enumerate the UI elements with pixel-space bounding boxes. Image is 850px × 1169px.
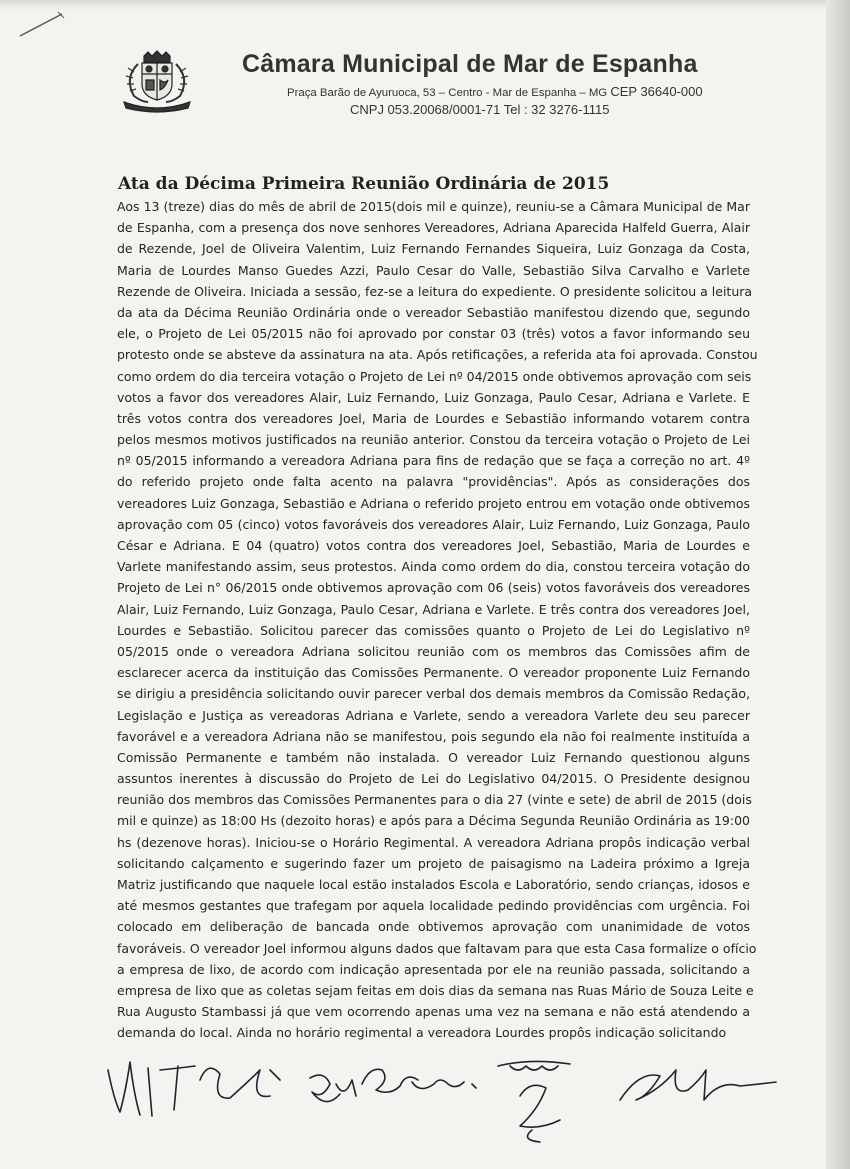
body-line: Matriz justificando que naquele local estão instalados Escola e Laboratório, sendo crianças, idosos e (117, 877, 750, 892)
body-line: Rezende de Oliveira. Iniciada a sessão, fez-se a leitura do expediente. O presidente solicitou a leitura (117, 283, 753, 299)
body-line: Maria de Lourdes Manso Guedes Azzi, Paulo Cesar do Valle, Sebastião Silva Carvalho e Varlete (117, 262, 750, 278)
body-line: Rua Augusto Stambassi já que vem ocorrendo apenas uma vez na semana e não está atendendo a (117, 1004, 750, 1020)
body-line: Aos 13 (treze) dias do mês de abril de 2015(dois mil e quinze), reuniu-se a Câmara Municipal de Mar (117, 199, 750, 214)
address-text: Praça Barão de Ayuruoca, 53 – Centro - Mar de Espanha – MG (287, 87, 608, 99)
body-line: aprovação com 05 (cinco) votos favoráveis dos vereadores Alair, Luiz Fernando, Luiz Gonzaga, Paulo (117, 516, 750, 532)
header-cnpj-phone: CNPJ 053.20068/0001-71 Tel : 32 3276-1115 (350, 102, 610, 117)
body-line: hs (dezenove horas). Iniciou-se o Horário Regimental. A vereadora Adriana propôs indicação verbal (117, 834, 750, 850)
body-line: demanda do local. Ainda no horário regimental a vereadora Lourdes propôs indicação solicitando (117, 1025, 727, 1041)
body-line: assuntos inerentes à discussão do Projeto de Lei do Legislativo 04/2015. O Presidente designou (117, 771, 750, 787)
body-line: Legislação e Justiça as vereadoras Adriana e Varlete, sendo a vereadora Varlete deu seu parecer (117, 707, 750, 723)
body-line: de Espanha, com a presença dos nove senhores Vereadores, Adriana Aparecida Halfeld Guerra, Alair (117, 220, 750, 236)
body-line: a empresa de lixo, de acordo com indicação apresentada por ele na reunião passada, solicitando a (117, 961, 750, 977)
body-line: mil e quinze) as 18:00 Hs (dezoito horas) e após para a Décima Segunda Reunião Ordinária as 19:00 (117, 813, 750, 829)
document-body (117, 196, 758, 1044)
body-line: da ata da Décima Reunião Ordinária onde o vereador Sebastião manifestou dizendo que, segundo (117, 304, 750, 320)
body-line: César e Adriana. E 04 (quatro) votos contra dos vereadores Joel, Sebastião, Maria de Lourdes e (117, 538, 750, 553)
body-line: votos a favor dos vereadores Alair, Luiz Fernando, Luiz Gonzaga, Paulo Cesar, Adriana e Varlete. E (117, 389, 750, 405)
body-line: nº 05/2015 informando a vereadora Adriana para fins de redação que se faça a correção no art. 4º (117, 453, 750, 469)
header-address (287, 84, 747, 99)
body-line: Lourdes e Sebastião. Solicitou parecer das comissões quanto o Projeto de Lei do Legislativo nº (117, 622, 750, 638)
body-line: empresa de lixo que as coletas sejam feitas em dois dias da semana nas Ruas Mário de Souza Leite e (117, 982, 754, 998)
body-line: reunião dos membros das Comissões Permanentes para o dia 27 (vinte e sete) de abril de 2015 (dois (117, 792, 752, 808)
body-line: como ordem do dia terceira votação o Projeto de Lei nº 04/2015 onde obtivemos aprovação com seis (117, 368, 752, 384)
body-line: 05/2015 onde o vereadora Adriana solicitou reunião com os membros das Comissões afim de (117, 643, 750, 659)
page-edge-right (826, 0, 850, 1169)
body-line: vereadores Luiz Gonzaga, Sebastião e Adriana o referido projeto entrou em votação onde obtivemos (117, 495, 750, 511)
body-line: solicitando calçamento e sugerindo fazer um projeto de paisagismo na Ladeira próximo a Igreja (117, 855, 750, 871)
municipal-seal-icon (118, 50, 196, 114)
body-line: de Rezende, Joel de Oliveira Valentim, Luiz Fernando Fernandes Siqueira, Luiz Gonzaga da Costa, (117, 241, 750, 257)
body-line: favoráveis. O vereador Joel informou alguns dados que faltavam para que esta Casa formalize o ofício (117, 940, 757, 956)
body-line: protesto onde se absteve da assinatura na ata. Após retificações, a referida ata foi aprovada. Constou (117, 347, 758, 363)
body-line: Comissão Permanente e também não instalada. O vereador Luiz Fernando questionou alguns (117, 749, 750, 765)
cep-text: CEP 36640-000 (610, 84, 703, 99)
body-line: até mesmos gestantes que trafegam por aquela localidade pedindo providências com urgência. Foi (117, 898, 750, 914)
pen-mark-icon (18, 10, 66, 38)
body-line: colocado em deliberação de bancada onde obtivemos aprovação com unanimidade de votos (117, 919, 750, 935)
body-line: três votos contra dos vereadores Joel, Maria de Lourdes e Sebastião informando votarem contra (117, 410, 750, 426)
document-title: Ata da Décima Primeira Reunião Ordinária de 2015 (118, 174, 610, 194)
body-line: se dirigiu a presidência solicitando ouvir parecer verbal dos demais membros da Comissão Redação, (117, 686, 750, 702)
body-line: Projeto de Lei n° 06/2015 onde obtivemos aprovação com 06 (seis) votos favoráveis dos vereadores (117, 580, 750, 596)
body-line: esclarecer acerca da instituição das Comissões Permanente. O vereador proponente Luiz Fernando (117, 665, 750, 681)
header-title: Câmara Municipal de Mar de Espanha (242, 50, 698, 78)
body-line: do referido projeto onde falta acento na palavra "providências". Após as considerações dos (117, 474, 750, 490)
body-line: Alair, Luiz Fernando, Luiz Gonzaga, Paulo Cesar, Adriana e Varlete. E três contra dos vereadores Joel, (117, 601, 750, 617)
page-edge-top (0, 0, 850, 10)
body-line: ele, o Projeto de Lei 05/2015 não foi aprovado por constar 03 (três) votos a favor informando seu (117, 326, 750, 342)
body-line: favorável e a vereadora Adriana não se manifestou, pois segundo ela não foi realmente instituída a (117, 728, 750, 744)
body-line: pelos mesmos motivos justificados na reunião anterior. Constou da terceira votação o Projeto de Lei (117, 432, 750, 448)
body-line: Varlete manifestando assim, seus protestos. Ainda como ordem do dia, constou terceira votação do (117, 559, 750, 575)
handwritten-signatures (100, 1040, 780, 1160)
